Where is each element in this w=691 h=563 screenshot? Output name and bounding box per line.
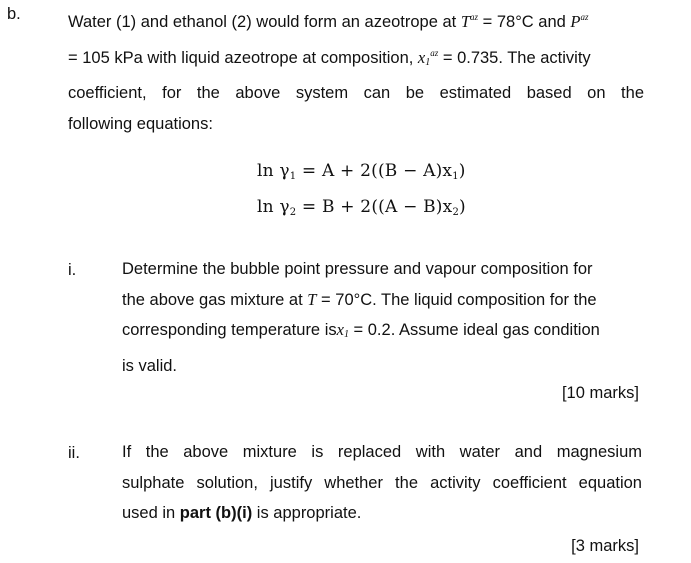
part-ii-marks: [3 marks] xyxy=(571,537,639,555)
part-i-line-2: the above gas mixture at T = 70°C. The liquid composition for the xyxy=(122,289,597,309)
part-i-paragraph xyxy=(122,254,642,381)
intro-paragraph xyxy=(68,2,644,139)
part-i-line-3: corresponding temperature isx$_1$ = 0.2. Assume ideal gas condition xyxy=(122,320,600,340)
part-ii-paragraph xyxy=(122,437,642,529)
intro-line-2: = 105 kPa with liquid azeotrope at composition, $x_1^{az} = 0.735$. The activity xyxy=(68,47,591,68)
intro-line-4: following equations: xyxy=(68,114,213,133)
part-ii-line-2: sulphate solution, justify whether the activity coefficient equation xyxy=(122,473,642,492)
part-ii-label: ii. xyxy=(68,444,80,462)
equation-1: $\ln \gamma_1 = A + 2((B - A)x_1)$ xyxy=(257,161,466,182)
part-ii-line-3: used in part (b)(i) is appropriate. xyxy=(122,504,362,522)
intro-line-3: coefficient, for the above system can be estimated based on the xyxy=(68,84,644,102)
part-i-line-1: Determine the bubble point pressure and vapour composition for xyxy=(122,260,593,278)
intro-line-1: Water (1) and ethanol (2) would form an azeotrope at $T^{az} = 78^\circ C$ and $P^{az}$ xyxy=(68,12,589,31)
equation-2: $\ln \gamma_2 = B + 2((A - B)x_2)$ xyxy=(257,197,466,218)
part-ii-line-1: If the above mixture is replaced with water and magnesium xyxy=(122,443,642,461)
part-i-marks: [10 marks] xyxy=(561,384,639,402)
part-i-line-4: is valid. xyxy=(122,356,178,375)
part-i-label: i. xyxy=(68,261,77,279)
question-label: b. xyxy=(7,5,21,23)
